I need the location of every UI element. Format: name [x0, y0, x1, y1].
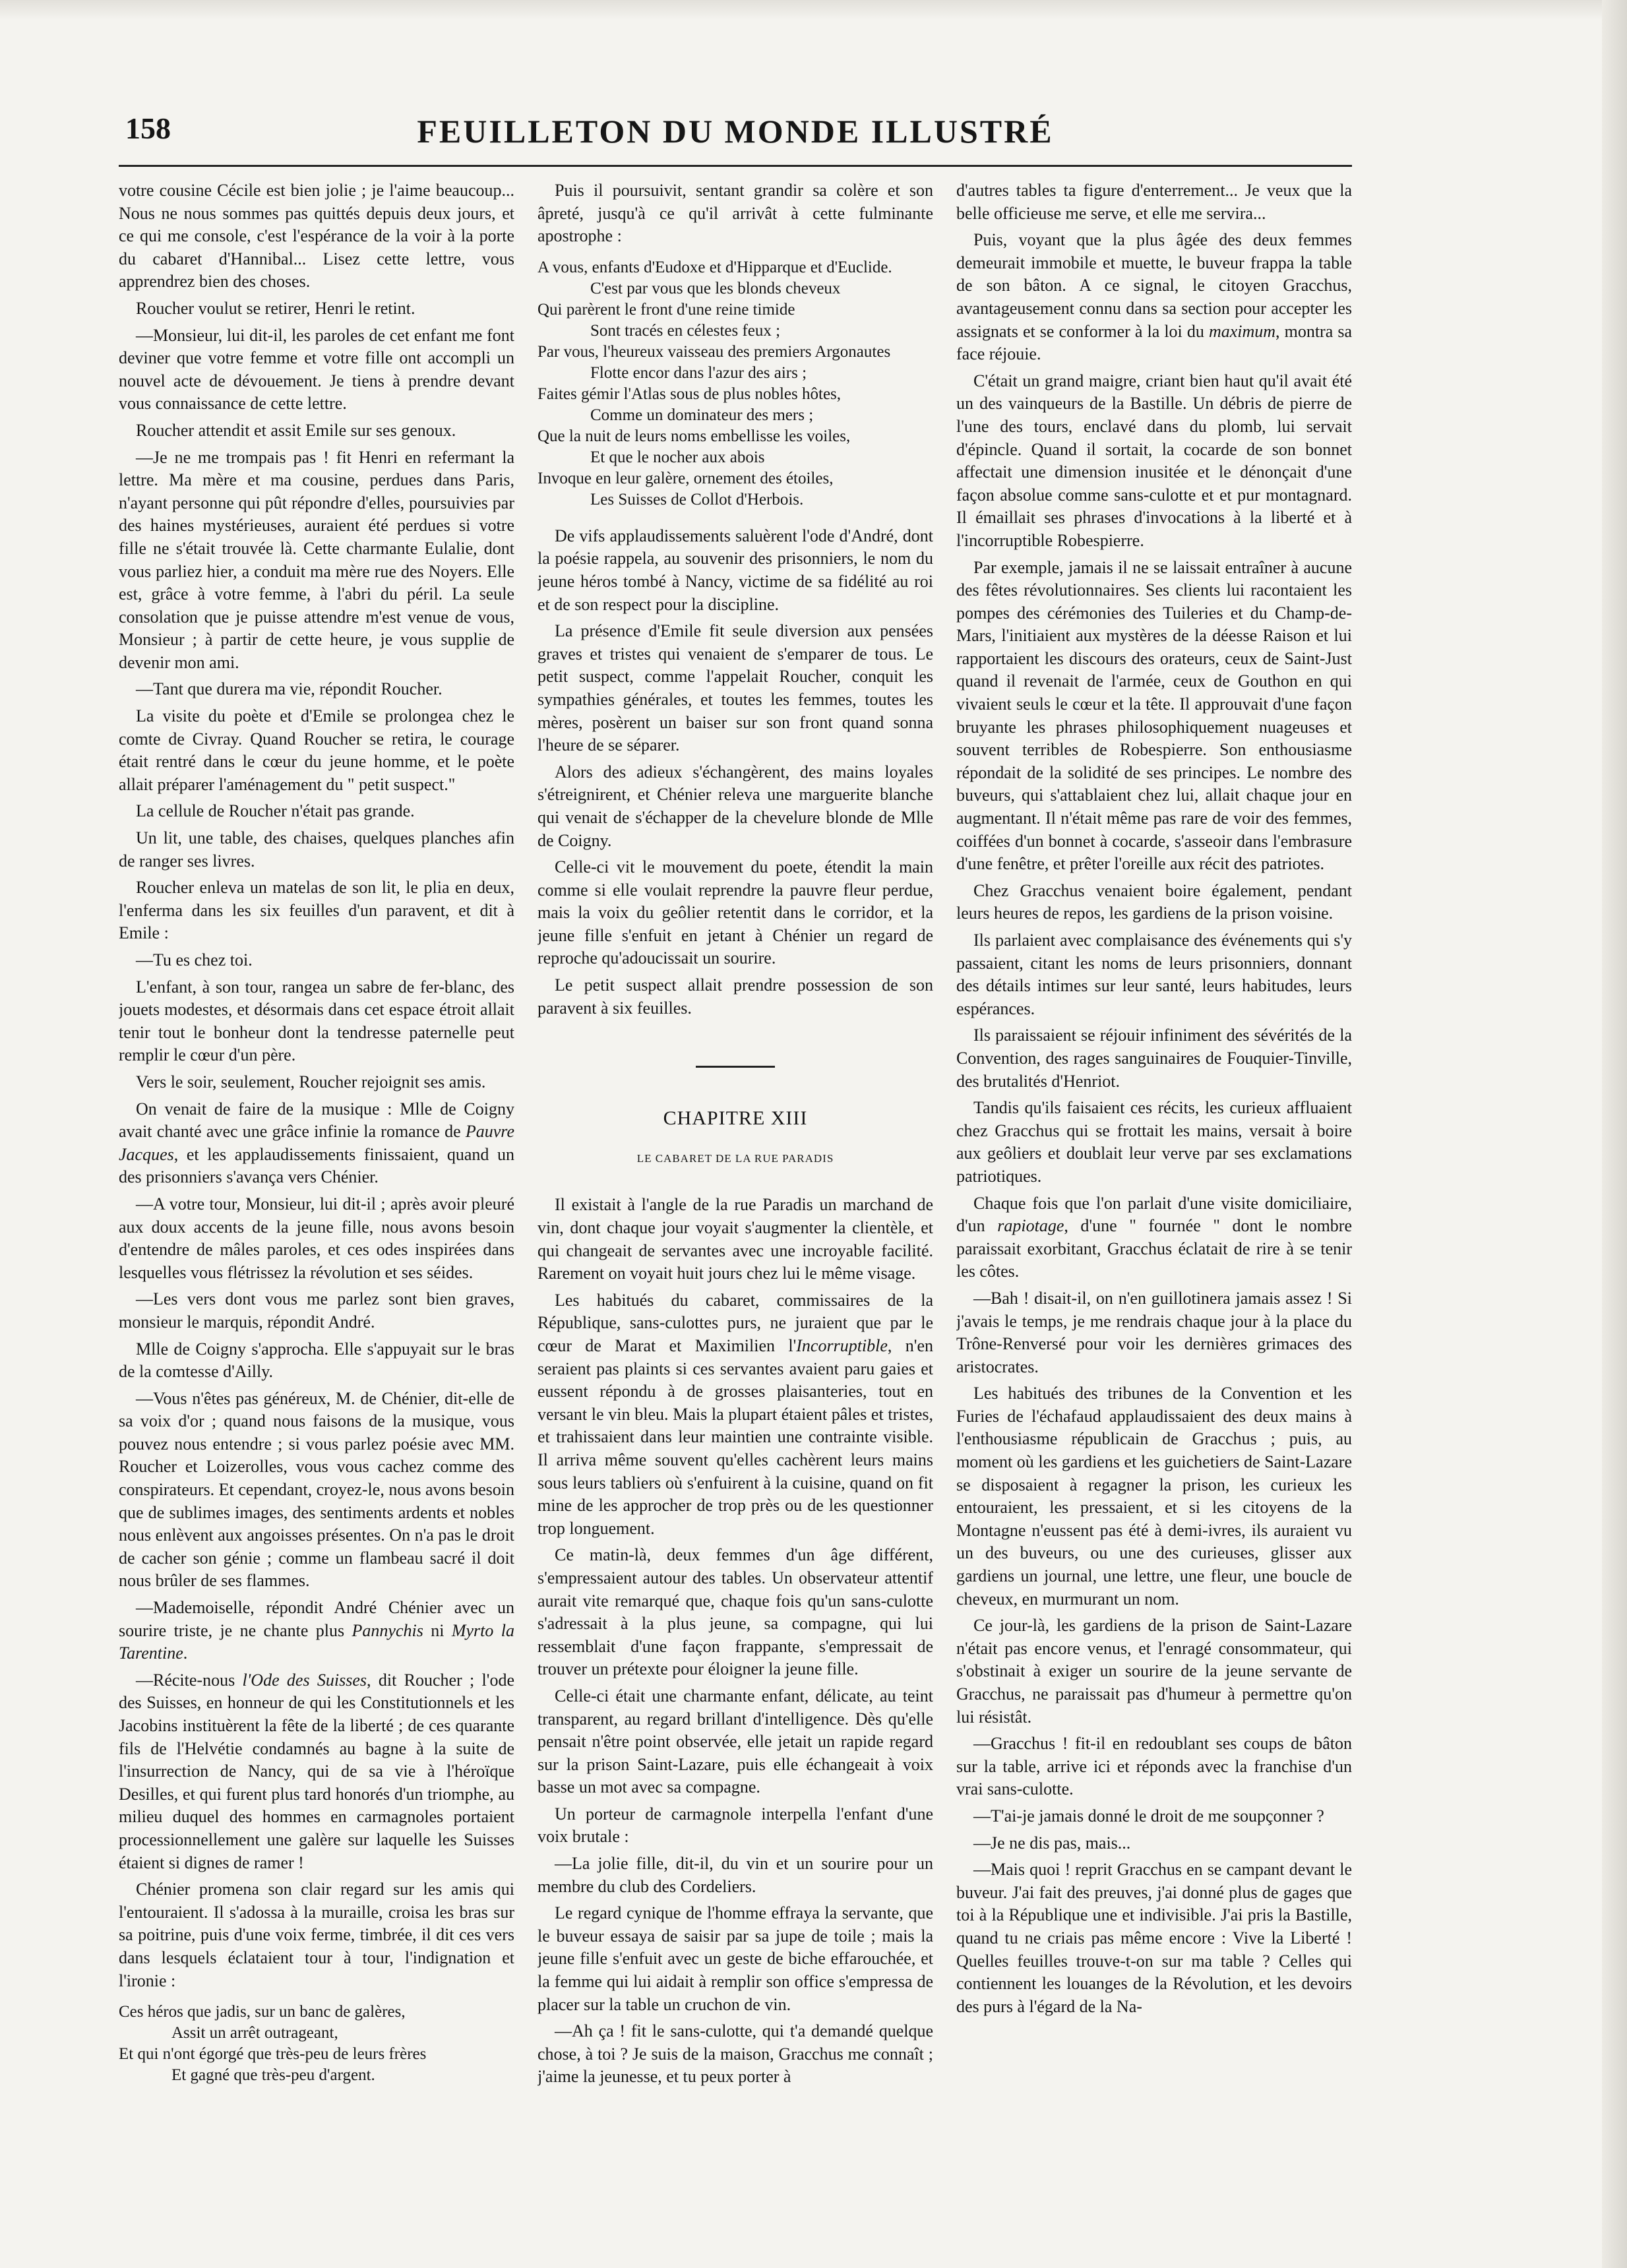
paragraph: La présence d'Emile fit seule diversion aux pensées graves et tristes qui venaient de s'emparer de tous. Le petit suspect, comme l'appelait Roucher, conquit les sympathies générales, et toutes les femmes, toutes les mères, posèrent un baiser sur son front quand sonna l'heure de se séparer. — [537, 621, 933, 755]
paragraph: —Mais quoi ! reprit Gracchus en se campant devant le buveur. J'ai fait des preuves, j'ai donné plus de gages que toi à la République une et indivisible. J'ai pris la Bastille, quand tu ne criais pas même encore : Vive la Liberté ! Quelles feuilles trouve-t-on sur ma table ? Celles qui contiennent les louanges de la Révolution, et les devoirs des purs à l'égard de la Na- — [956, 1860, 1352, 2016]
paragraph: Il existait à l'angle de la rue Paradis un marchand de vin, dont chaque jour voyait s'augmenter la clientèle, et qui changeait de servantes avec une incroyable facilité. Rarement on voyait huit jours chez lui le même visage. — [537, 1195, 933, 1283]
paragraph: —Tu es chez toi. — [136, 950, 253, 969]
italic-title: l'Ode des Suisses — [242, 1670, 367, 1690]
paragraph: —T'ai-je jamais donné le droit de me soupçonner ? — [973, 1806, 1324, 1825]
paragraph: Roucher enleva un matelas de son lit, le plia en deux, l'enferma dans les six feuilles d'un paravent, et dit à Emile : — [119, 878, 514, 943]
verse-line: Sont tracés en célestes feux ; — [590, 321, 781, 340]
paragraph: La visite du poète et d'Emile se prolongea chez le comte de Civray. Quand Roucher se retira, le courage était rentré dans le cœur du jeune homme, et le poète allait préparer l'aménagement du " petit suspect." — [119, 706, 514, 794]
text-run: , n'en seraient pas plaints si ces servantes avaient paru gaies et eussent répondu à de grosses plaisanteries, tout en versant le vin bleu. Mais la plupart étaient pâles et tristes, et trahissaient dans leur maintien une contrainte visible. Il arriva même souvent qu'elles cachèrent leurs mains sous leurs tabliers où s'enfuirent à la cuisine, quand on fit mine de les approcher de trop près ou de les questionner trop longuement. — [537, 1336, 933, 1538]
paragraph: —A votre tour, Monsieur, lui dit-il ; après avoir pleuré aux doux accents de la jeune fille, nous avons besoin d'entendre de mâles paroles, et ces odes inspirées dans lesquelles vous flétrissez la révolution et ses séides. — [119, 1194, 514, 1282]
paragraph: Ce matin-là, deux femmes d'un âge différent, s'empressaient autour des tables. Un observateur attentif aurait vite remarqué que, chaque fois qu'un sans-culotte s'adressait à la plus jeune, sa compagne, qui lui ressemblait d'une façon frappante, s'empressait de trouver un prétexte pour éloigner la jeune fille. — [537, 1545, 933, 1679]
verse-line: Comme un dominateur des mers ; — [590, 406, 814, 424]
paragraph: —Bah ! disait-il, on n'en guillotinera jamais assez ! Si j'avais le temps, je me rendrais chaque jour à la place du Trône-Renversé pour voir les dernières grimaces des aristocrates. — [956, 1288, 1352, 1376]
scan-top-shadow — [0, 0, 1627, 20]
paragraph: Celle-ci était une charmante enfant, délicate, au teint transparent, au regard brillant d'intelligence. Dès qu'elle pensait n'être point observée, elle jetait un rapide regard sur la prison Saint-Lazare, puis elle échangeait à voix basse un mot avec sa compagne. — [537, 1686, 933, 1797]
column-right — [956, 179, 1352, 2211]
verse-line: Par vous, l'heureux vaisseau des premiers Argonautes — [537, 342, 891, 361]
verse-line: Que la nuit de leurs noms embellisse les voiles, — [537, 427, 851, 445]
paragraph: Par exemple, jamais il ne se laissait entraîner à aucune des fêtes révolutionnaires. Ses clients lui racontaient les pompes des cérémonies des Tuileries et du Champ-de-Mars, l'initiaient aux mystères de la déesse Raison et lui rapportaient les discours des orateurs, ceux de Saint-Just quand il revenait de l'armée, ceux de Gouthon en qui vivaient seuls le cœur et la tête. Il approuvait d'une façon bruyante les phrases philosophiquement nuageuses et souvent terribles de Robespierre. Son enthousiasme répondait de la solidité de ses principes. Le nombre des buveurs, qui s'attablaient chez lui, allait chaque jour en augmentant. Il n'était même pas rare de voir des femmes, coiffées d'un bonnet à cocarde, s'asseoir dans l'embrasure d'une fenêtre, et prêter l'oreille aux récit des patriotes. — [956, 557, 1352, 874]
paragraph: —Ah ça ! fit le sans-culotte, qui t'a demandé quelque chose, à toi ? Je suis de la maison, Gracchus me connaît ; j'aime la jeunesse, et tu peux porter à — [537, 2021, 933, 2087]
paragraph: Tandis qu'ils faisaient ces récits, les curieux affluaient chez Gracchus qui se frottait les mains, versait à boire aux geôliers et doublait leur verve par ses exclamations patriotiques. — [956, 1098, 1352, 1186]
text-run: , et les applaudissements finissaient, quand un des prisonniers s'avança vers Chénier. — [119, 1144, 514, 1187]
italic-word: Incorruptible — [796, 1336, 888, 1355]
paragraph: —Je ne dis pas, mais... — [973, 1833, 1131, 1853]
paragraph: votre cousine Cécile est bien jolie ; je l'aime beaucoup... Nous ne nous sommes pas quittés depuis deux jours, et ce qui me console, c'est l'espérance de la voir à la porte du cabaret d'Hannibal... Lisez cette lettre, vous apprendrez bien des choses. — [119, 181, 514, 291]
text-run: , montra sa face réjouie. — [956, 321, 1352, 364]
paragraph — [537, 1289, 933, 1541]
paragraph: Roucher voulut se retirer, Henri le retint. — [136, 298, 415, 318]
text-run: , d'une " fournée " dont le nombre paraissait exorbitant, Gracchus éclatait de rire à se tenir les côtes. — [956, 1216, 1352, 1281]
verse-line: Les Suisses de Collot d'Herbois. — [590, 490, 804, 508]
paragraph — [119, 1098, 514, 1189]
text-run: On venait de faire de la musique : Mlle de Coigny avait chanté avec une grâce infinie la romance de — [119, 1099, 514, 1142]
paragraph: —Tant que durera ma vie, répondit Roucher. — [136, 679, 443, 699]
paragraph: Roucher attendit et assit Emile sur ses genoux. — [136, 420, 456, 440]
paragraph: —Monsieur, lui dit-il, les paroles de cet enfant me font deviner que votre femme et votre fille ont accompli un nouvel acte de dévouement. Je tiens à prendre devant vous connaissance de cette lettre. — [119, 325, 514, 414]
column-left — [119, 179, 514, 2211]
verse-line: A vous, enfants d'Eudoxe et d'Hipparque et d'Euclide. — [537, 258, 892, 276]
verse-line: Invoque en leur galère, ornement des étoiles, — [537, 469, 834, 487]
paragraph — [956, 1192, 1352, 1283]
paragraph: Le petit suspect allait prendre possession de son paravent à six feuilles. — [537, 975, 933, 1018]
paragraph: De vifs applaudissements saluèrent l'ode d'André, dont la poésie rappela, au souvenir des prisonniers, le nom du jeune héros tombé à Nancy, victime de sa fidélité au roi et de son respect pour la discipline. — [537, 526, 933, 614]
paragraph — [119, 1669, 514, 1874]
paragraph: Un lit, une table, des chaises, quelques planches afin de ranger ses livres. — [119, 828, 514, 871]
text-run: . — [183, 1643, 188, 1663]
paragraph: —La jolie fille, dit-il, du vin et un sourire pour un membre du club des Cordeliers. — [537, 1854, 933, 1896]
column-middle — [537, 179, 933, 2211]
paragraph: d'autres tables ta figure d'enterrement... Je veux que la belle officieuse me serve, et elle me servira... — [956, 181, 1352, 223]
chapter-title: CHAPITRE XIII — [663, 1107, 808, 1130]
paragraph: —Gracchus ! fit-il en redoublant ses coups de bâton sur la table, arrive ici et réponds avec la franchise d'un vrai sans-culotte. — [956, 1734, 1352, 1799]
paragraph: Chénier promena son clair regard sur les amis qui l'entouraient. Il s'adossa à la muraille, croisa les bras sur sa poitrine, puis d'une voix ferme, timbrée, il dit ces vers dans lesquels éclataient tour à tour, l'indignation et l'ironie : — [119, 1880, 514, 1990]
verse-line: Faites gémir l'Atlas sous de plus nobles hôtes, — [537, 384, 842, 403]
paragraph: —Vous n'êtes pas généreux, M. de Chénier, dit-elle de sa voix d'or ; quand nous faisons de la musique, vous pouvez nous entendre ; si vous parlez poésie avec MM. Roucher et Loizerolles, vous vous cachez comme des conspirateurs. Et cependant, croyez-le, nous avons besoin que de sublimes images, des sentiments ardents et nobles nous enlèvent aux angoisses présentes. On n'a pas le droit de cacher son génie ; comme un flambeau sacré il doit nous brûler de ses flammes. — [119, 1388, 514, 1591]
paragraph: La cellule de Roucher n'était pas grande. — [136, 801, 415, 821]
verse-line: Flotte encor dans l'azur des airs ; — [590, 363, 807, 382]
paragraph: Puis il poursuivit, sentant grandir sa colère et son âpreté, jusqu'à ce qu'il arrivât à cette fulminante apostrophe : — [537, 181, 933, 246]
paragraph: Mlle de Coigny s'approcha. Elle s'appuyait sur le bras de la comtesse d'Ailly. — [119, 1339, 514, 1382]
italic-word: maximum — [1208, 321, 1276, 341]
verse-line: Qui parèrent le front d'une reine timide — [537, 300, 795, 319]
verse-block — [537, 257, 933, 510]
italic-title: Myrto la Tarentine — [119, 1620, 514, 1663]
running-title: FEUILLETON DU MONDE ILLUSTRÉ — [417, 113, 1054, 150]
paragraph — [956, 229, 1352, 366]
verse-line: Et gagné que très-peu d'argent. — [171, 2066, 375, 2085]
text-run: Puis, voyant que la plus âgée des deux femmes demeurait immobile et muette, le buveur frappa la table de son bâton. A ce signal, le citoyen Gracchus, avantageusement connu dans sa section pour accepter les assignats et se conformer à la loi du — [956, 230, 1352, 341]
scan-right-edge — [1602, 0, 1627, 2268]
page-number: 158 — [125, 111, 171, 145]
paragraph: Ce jour-là, les gardiens de la prison de Saint-Lazare n'était pas encore venus, et l'enragé consommateur, qui s'obstinait à exiger un sourire de la jeune servante de Gracchus, ne paraissait pas d'humeur à permettre qu'on lui résistât. — [956, 1616, 1352, 1727]
paragraph: Celle-ci vit le mouvement du poete, étendit la main comme si elle voulait reprendre la pauvre fleur perdue, mais la voix du geôlier retentit dans le corridor, et la jeune fille s'enfuit en jetant à Chénier un regard de reproche qu'adoucissait un sourire. — [537, 857, 933, 968]
paragraph: Alors des adieux s'échangèrent, des mains loyales s'étreignirent, et Chénier releva une marguerite blanche qui venait de s'échapper de la chevelure blonde de Mlle de Coigny. — [537, 762, 933, 850]
paragraph: C'était un grand maigre, criant bien haut qu'il avait été un des vainqueurs de la Bastille. Un débris de pierre de l'une des tours, enclavé dans du plomb, lui servait d'épincle. Quand il sortait, la cocarde de son bonnet affectait une dimension inusitée et le dénonçait d'une façon absolue comme sans-culotte et et pur montagnard. Il émaillait ses phrases d'invocations à la liberté et à l'incorruptible Robespierre. — [956, 371, 1352, 550]
text-columns — [119, 179, 1352, 2211]
chapter-subtitle: LE CABARET DE LA RUE PARADIS — [636, 1151, 834, 1165]
paragraph: Les habitués des tribunes de la Convention et les Furies de l'échafaud applaudissaient des deux mains à l'enthousiasme républicain de Gracchus ; puis, au moment où les gardiens et les guichetiers de Saint-Lazare se disposaient à regagner la prison, les curieux les entouraient, les pressaient, et si les citoyens de la Montagne n'eussent pas été à demi-ivres, ils auraient vu un des buveurs, ou une des curieuses, glisser aux gardiens un journal, une lettre, une fleur, une boucle de cheveux, en murmurant un nom. — [956, 1384, 1352, 1609]
paragraph: Chez Gracchus venaient boire également, pendant leurs heures de repos, les gardiens de la prison voisine. — [956, 880, 1352, 923]
page-header — [119, 106, 1352, 167]
paragraph: Le regard cynique de l'homme effraya la servante, que le buveur essaya de saisir par sa jupe de toile ; mais la jeune fille s'enfuit avec un geste de biche effarouchée, et la femme qui lui aidait à remplir son office s'empressa de placer sur la table un cruchon de vin. — [537, 1903, 933, 2014]
text-run: , dit Roucher ; l'ode des Suisses, en honneur de qui les Constitutionnels et les Jacobins instituèrent la fête de la liberté ; de ces quarante fils de l'Helvétie condamnés au bagne à la suite de l'insurrection de Nancy, qui de sa vie à l'héroïque Desilles, et qui furent plus tard honorés d'un triomphe, au milieu duquel des hommes en carmagnoles portaient processionnellement une galère sur laquelle les Suisses étaient si dignes de ramer ! — [119, 1670, 514, 1872]
text-run: —Récite-nous — [136, 1670, 243, 1690]
chapter-divider — [696, 1066, 775, 1068]
italic-word: rapiotage — [997, 1216, 1064, 1236]
paragraph: Ils parlaient avec complaisance des événements qui s'y passaient, citant les noms de leurs prisonniers, donnant des détails intimes sur leur santé, leurs habitudes, leurs espérances. — [956, 931, 1352, 1018]
verse-block — [119, 2002, 514, 2086]
paragraph: —Les vers dont vous me parlez sont bien graves, monsieur le marquis, répondit André. — [119, 1289, 514, 1332]
text-run: Les habitués du cabaret, commissaires de la République, sans-culottes purs, ne juraient que par le cœur de Marat et Maximilien l' — [537, 1290, 933, 1355]
text-run: Chaque fois que l'on parlait d'une visite domiciliaire, d'un — [956, 1193, 1352, 1236]
verse-line: C'est par vous que les blonds cheveux — [590, 279, 841, 297]
text-run: —Mademoiselle, répondit André Chénier avec un sourire triste, je ne chante plus — [119, 1598, 514, 1640]
paragraph: Un porteur de carmagnole interpella l'enfant d'une voix brutale : — [537, 1804, 933, 1847]
verse-line: Assit un arrêt outrageant, — [171, 2024, 338, 2042]
text-run: ni — [423, 1620, 452, 1640]
verse-line: Et qui n'ont égorgé que très-peu de leurs frères — [119, 2045, 427, 2064]
italic-title: Pannychis — [352, 1620, 423, 1640]
paragraph: —Je ne me trompais pas ! fit Henri en refermant la lettre. Ma mère et ma cousine, perdues dans Paris, n'ayant personne qui pût répondre d'elles, poursuivies par des haines mystérieuses, auraient été perdues si votre fille ne s'était trouvée là. Cette charmante Eulalie, dont vous parliez hier, a conduit ma mère rue des Noyers. Elle est, grâce à votre femme, à l'abri du péril. La seule consolation que je puisse attendre m'est venue de vous, Monsieur ; à partir de cette heure, je vous supplie de devenir mon ami. — [119, 447, 514, 672]
paragraph: Ils paraissaient se réjouir infiniment des sévérités de la Convention, des rages sanguinaires de Fouquier-Tinville, des brutalités d'Henriot. — [956, 1026, 1352, 1091]
paragraph: Vers le soir, seulement, Roucher rejoignit ses amis. — [136, 1072, 486, 1091]
italic-title: Pauvre Jacques — [119, 1122, 514, 1164]
verse-line: Ces héros que jadis, sur un banc de galères, — [119, 2003, 406, 2021]
paragraph — [119, 1597, 514, 1665]
paragraph: L'enfant, à son tour, rangea un sabre de fer-blanc, des jouets modestes, et désormais dans cet espace étroit allait tenir tout le bonheur dont la tendresse paternelle peut remplir le cœur d'un père. — [119, 977, 514, 1065]
verse-line: Et que le nocher aux abois — [590, 448, 765, 466]
